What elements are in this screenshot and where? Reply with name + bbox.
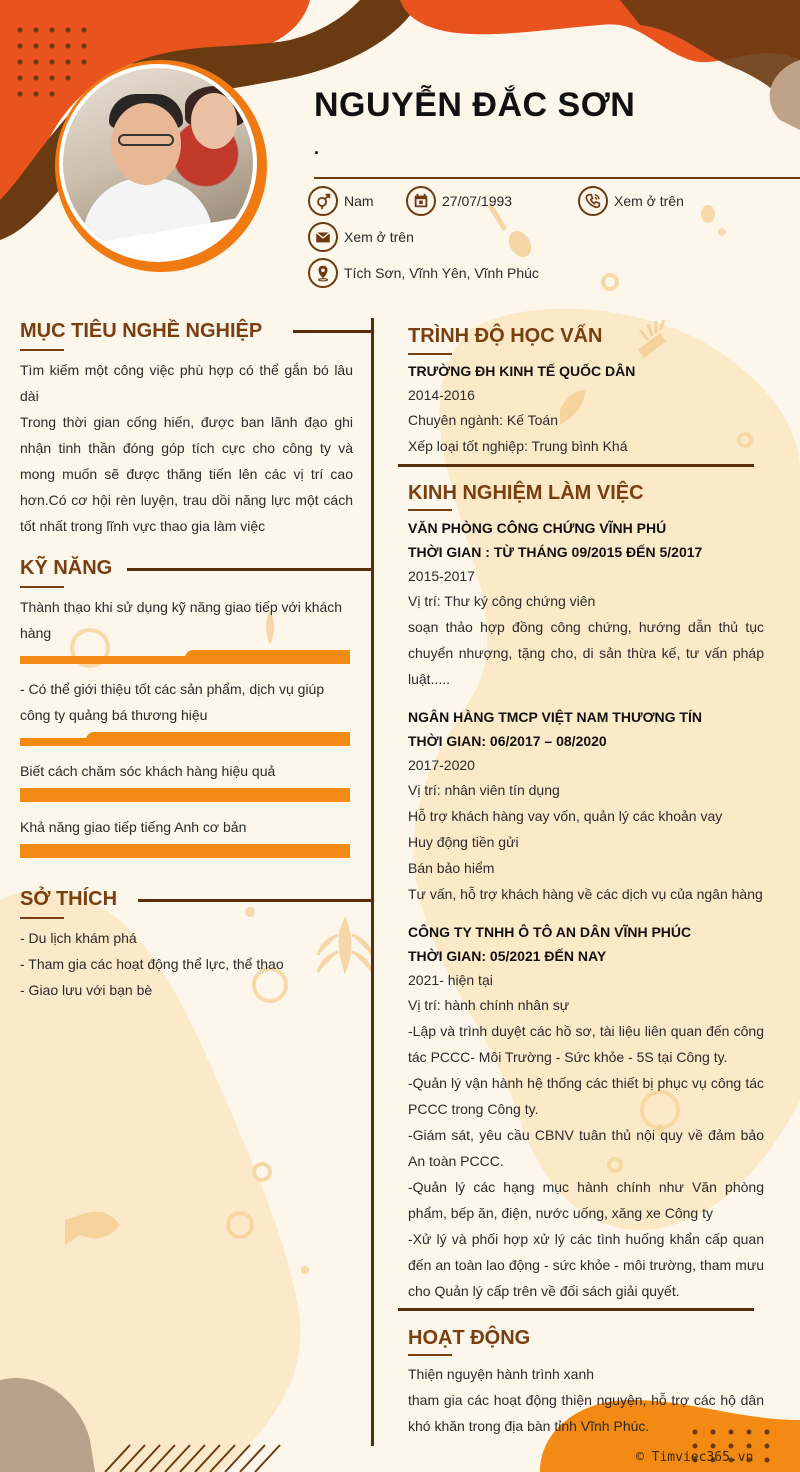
education-period: 2014-2016 bbox=[408, 387, 475, 403]
contact-phone bbox=[578, 186, 684, 216]
activities-title-underline bbox=[408, 1354, 452, 1356]
skill-bar-4 bbox=[20, 844, 350, 858]
objective-line-2: Trong thời gian cống hiến, được ban lãnh đạo ghi nhận tinh thần đóng góp tích cực cho công ty và mong muốn sẽ được thăng tiến lên các vị trí cao hơn.Có cơ hội rèn luyện, trau dồi năng lực một cách tốt nhất trong lĩnh vực thao gia làm việc bbox=[20, 414, 353, 534]
job-3-duty-3: -Giám sát, yêu cầu CBNV tuân thủ nội quy về đảm bảo An toàn PCCC. bbox=[408, 1127, 764, 1169]
contact-email bbox=[308, 222, 414, 252]
contact-gender bbox=[308, 186, 374, 216]
contact-address bbox=[308, 258, 539, 288]
skill-bar-level bbox=[20, 788, 350, 802]
hobby-item-3: - Giao lưu với bạn bè bbox=[20, 982, 153, 998]
hobbies-title: SỞ THÍCH bbox=[20, 888, 118, 910]
skill-item-2: - Có thể giới thiệu tốt các sản phẩm, dịch vụ giúp công ty quảng bá thương hiệu bbox=[20, 681, 325, 723]
column-divider bbox=[371, 318, 374, 1446]
birthday-value: 27/07/1993 bbox=[442, 193, 513, 209]
email-value: Xem ở trên bbox=[344, 229, 414, 245]
education-major: Chuyên ngành: Kế Toán bbox=[408, 412, 558, 428]
job-2-company: NGÂN HÀNG TMCP VIỆT NAM THƯƠNG TÍN bbox=[408, 709, 702, 725]
skills-title-underline bbox=[20, 586, 64, 588]
experience-title-underline bbox=[408, 509, 452, 511]
job-3-duty-4: -Quản lý các hạng mục hành chính như Văn phòng phẩm, bếp ăn, điện, nước uống, xăng xe Công ty bbox=[408, 1179, 764, 1221]
address-value: Tích Sơn, Vĩnh Yên, Vĩnh Phúc bbox=[344, 265, 539, 281]
activity-line-1: Thiện nguyện hành trình xanh bbox=[408, 1366, 595, 1382]
hobby-item-2: - Tham gia các hoạt động thể lực, thể thao bbox=[20, 956, 284, 972]
skill-bar-level bbox=[20, 844, 350, 858]
education-grade: Xếp loại tốt nghiệp: Trung bình Khá bbox=[408, 438, 628, 454]
avatar bbox=[55, 60, 267, 272]
calendar-icon bbox=[406, 186, 436, 216]
skill-bar-1 bbox=[20, 650, 350, 664]
hobbies-title-line bbox=[138, 899, 373, 902]
hobby-item-1: - Du lịch khám phá bbox=[20, 930, 137, 946]
phone-value: Xem ở trên bbox=[614, 193, 684, 209]
location-pin-icon bbox=[308, 258, 338, 288]
objective-title-underline bbox=[20, 349, 64, 351]
skills-title: KỸ NĂNG bbox=[20, 557, 113, 579]
job-3-duty-1: -Lập và trình duyệt các hồ sơ, tài liệu liên quan đến công tác PCCC- Môi Trường - Sức khỏe - 5S tại Công ty. bbox=[408, 1023, 764, 1065]
activities-title: HOẠT ĐỘNG bbox=[408, 1327, 531, 1349]
job-3-period: 2021- hiện tại bbox=[408, 972, 493, 988]
job-2-duty-3: Bán bảo hiểm bbox=[408, 860, 495, 876]
profile-photo bbox=[59, 64, 257, 262]
copyright-text: © Timviec365.vn bbox=[636, 1450, 754, 1465]
skill-bar-3 bbox=[20, 788, 350, 802]
job-1-period: 2015-2017 bbox=[408, 568, 475, 584]
education-bottom-line bbox=[398, 464, 754, 467]
gender-icon bbox=[308, 186, 338, 216]
job-2-duty-1: Hỗ trợ khách hàng vay vốn, quản lý các khoản vay bbox=[408, 808, 723, 824]
job-3-position: Vị trí: hành chính nhân sự bbox=[408, 997, 570, 1013]
skill-bar-2 bbox=[20, 732, 350, 746]
job-2-duty-4: Tư vấn, hỗ trợ khách hàng về các dịch vụ của ngân hàng bbox=[408, 886, 763, 902]
candidate-name: NGUYỄN ĐẮC SƠN bbox=[314, 86, 636, 124]
candidate-subtitle: . bbox=[314, 138, 320, 158]
job-2-duty-2: Huy động tiền gửi bbox=[408, 834, 519, 850]
job-2-position: Vị trí: nhân viên tín dụng bbox=[408, 782, 560, 798]
job-3-time: THỜI GIAN: 05/2021 ĐẾN NAY bbox=[408, 948, 607, 964]
objective-line-1: Tìm kiếm một công việc phù hợp có thể gắn bó lâu dài bbox=[20, 362, 353, 404]
activity-line-2: tham gia các hoạt động thiện nguyện, hỗ trợ các hộ dân khó khăn trong địa bàn tỉnh Vĩnh Phúc. bbox=[408, 1392, 764, 1434]
contact-birthday bbox=[406, 186, 512, 216]
gender-value: Nam bbox=[344, 193, 374, 209]
hobbies-title-underline bbox=[20, 917, 64, 919]
photo-girl-face bbox=[191, 93, 237, 149]
education-title: TRÌNH ĐỘ HỌC VẤN bbox=[408, 325, 603, 347]
job-2-time: THỜI GIAN: 06/2017 – 08/2020 bbox=[408, 733, 607, 749]
job-1-position: Vị trí: Thư ký công chứng viên bbox=[408, 593, 596, 609]
job-3-duty-2: -Quản lý vận hành hệ thống các thiết bị phục vụ công tác PCCC trong Công ty. bbox=[408, 1075, 764, 1117]
job-1-time: THỜI GIAN : TỪ THÁNG 09/2015 ĐẾN 5/2017 bbox=[408, 544, 703, 560]
job-1-company: VĂN PHÒNG CÔNG CHỨNG VĨNH PHÚ bbox=[408, 520, 667, 536]
skills-title-line bbox=[127, 568, 373, 571]
objective-title-line bbox=[293, 330, 373, 333]
job-2-period: 2017-2020 bbox=[408, 757, 475, 773]
skill-bar-level bbox=[185, 650, 350, 664]
skill-bar-level bbox=[86, 732, 350, 746]
experience-title: KINH NGHIỆM LÀM VIỆC bbox=[408, 482, 644, 504]
skill-item-1: Thành thạo khi sử dụng kỹ năng giao tiếp với khách hàng bbox=[20, 599, 343, 641]
phone-icon bbox=[578, 186, 608, 216]
header-divider bbox=[314, 177, 800, 179]
experience-bottom-line bbox=[398, 1308, 754, 1311]
education-school: TRƯỜNG ĐH KINH TẾ QUỐC DÂN bbox=[408, 363, 636, 379]
objective-title: MỤC TIÊU NGHỀ NGHIỆP bbox=[20, 320, 263, 342]
job-3-duty-5: -Xử lý và phối hợp xử lý các tình huống khẩn cấp quan đến an toàn lao động - sức khỏe - môi trường, tham mưu cho Quản lý cấp trên về đối sách giải quyết. bbox=[408, 1231, 764, 1299]
job-3-company: CÔNG TY TNHH Ô TÔ AN DÂN VĨNH PHÚC bbox=[408, 924, 692, 940]
job-1-description: soạn thảo hợp đồng công chứng, hướng dẫn thủ tục chuyển nhượng, tặng cho, di sản thừa kế, tư vấn pháp luật..... bbox=[408, 619, 764, 687]
education-title-underline bbox=[408, 353, 452, 355]
email-icon bbox=[308, 222, 338, 252]
skill-item-4: Khả năng giao tiếp tiếng Anh cơ bản bbox=[20, 819, 247, 835]
photo-glasses bbox=[118, 134, 174, 146]
skill-item-3: Biết cách chăm sóc khách hàng hiệu quả bbox=[20, 763, 276, 779]
